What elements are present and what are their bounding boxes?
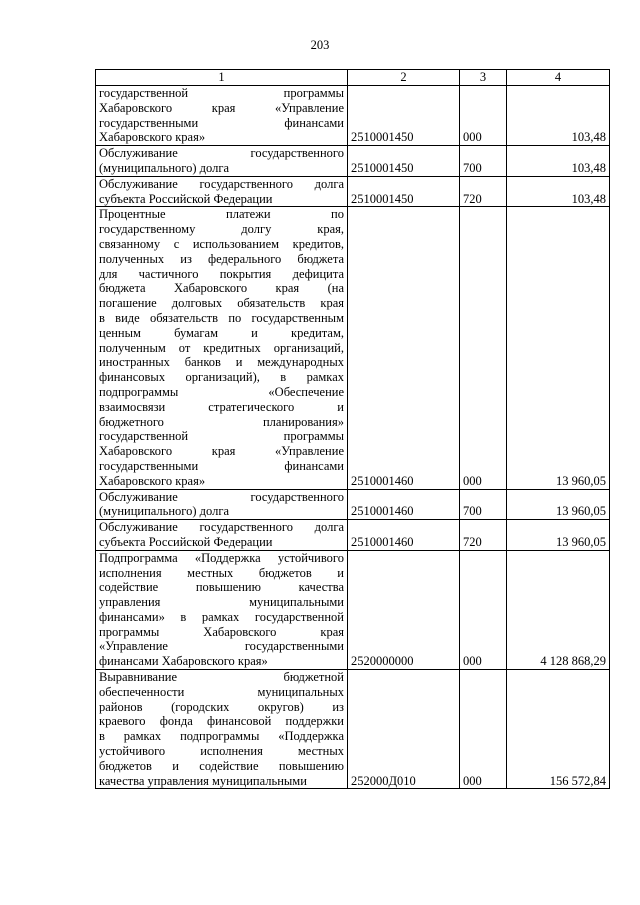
row-name-cell [96,86,348,146]
row-name-line: для частичного покрытия дефицита [99,266,344,281]
row-name-line: устойчивого исполнения местных [99,744,344,759]
row-name-line: субъекта Российской Федерации [99,534,273,549]
row-name-line: подпрограммы «Обеспечение [99,384,344,399]
row-name-line: Процентные платежи по [99,207,344,222]
row-name-cell [96,550,348,669]
header-row [96,70,610,86]
column-header-name: 1 [96,70,348,86]
row-name-line: государственными финансами [99,115,344,130]
row-name-line: иностранных банков и международных [99,355,344,370]
row-name-line: взаимосвязи стратегического и [99,399,344,414]
row-type-cell: 000 [460,550,507,669]
table-row [96,207,610,489]
row-amount-cell: 13 960,05 [507,207,610,489]
column-header-code: 2 [348,70,460,86]
row-amount-cell: 103,48 [507,146,610,177]
row-name-line: содействие повышению качества [99,580,344,595]
column-header-amount: 4 [507,70,610,86]
row-name-line: государственному долгу края, [99,222,344,237]
row-name-line: районов (городских округов) из [99,699,344,714]
row-code-cell: 2510001460 [348,520,460,551]
row-name-line: Обслуживание государственного [99,146,344,161]
row-amount-cell: 156 572,84 [507,670,610,789]
row-name-line: Хабаровского края» [99,130,206,145]
table-row [96,670,610,789]
page-number: 203 [310,38,330,52]
row-amount-cell: 13 960,05 [507,520,610,551]
row-type-cell: 720 [460,520,507,551]
row-name-line: «Управление государственными [99,639,344,654]
row-type-cell: 720 [460,176,507,207]
row-name-line: финансовых организаций), в рамках [99,370,344,385]
row-type-cell: 700 [460,489,507,520]
row-name-line: финансами Хабаровского края» [99,654,268,669]
column-header-type: 3 [460,70,507,86]
row-code-cell: 2510001450 [348,146,460,177]
row-name-line: бюджета Хабаровского края (на [99,281,344,296]
row-amount-cell: 103,48 [507,86,610,146]
row-name-cell [96,207,348,489]
row-name-line: субъекта Российской Федерации [99,191,273,206]
row-code-cell: 2510001450 [348,86,460,146]
row-name-line: государственной программы [99,429,344,444]
row-code-cell: 252000Д010 [348,670,460,789]
row-name-line: связанному с использованием кредитов, [99,236,344,251]
row-name-line: Обслуживание государственного долга [99,520,344,535]
row-amount-cell: 4 128 868,29 [507,550,610,669]
row-name-line: Подпрограмма «Поддержка устойчивого [99,550,344,565]
row-name-cell [96,146,348,177]
row-name-line: погашение долговых обязательств края [99,296,344,311]
table-row [96,146,610,177]
row-name-line: Обслуживание государственного [99,489,344,504]
row-type-cell: 000 [460,207,507,489]
row-name-line: в рамках подпрограммы «Поддержка [99,729,344,744]
row-name-line: полученных из федерального бюджета [99,251,344,266]
table-row [96,86,610,146]
row-name-line: (муниципального) долга [99,160,230,175]
table-row [96,489,610,520]
row-name-line: государственной программы [99,86,344,100]
row-name-line: Обслуживание государственного долга [99,176,344,191]
row-name-line: бюджетного планирования» [99,414,344,429]
row-name-line: обеспеченности муниципальных [99,684,344,699]
row-name-cell [96,670,348,789]
row-name-cell [96,489,348,520]
row-name-line: Хабаровского края» [99,473,206,488]
row-code-cell: 2510001460 [348,489,460,520]
row-amount-cell: 13 960,05 [507,489,610,520]
row-name-line: финансами» в рамках государственной [99,609,344,624]
row-name-line: Хабаровского края «Управление [99,444,344,459]
table-body [96,86,610,789]
row-name-line: управления муниципальными [99,595,344,610]
row-name-line: Хабаровского края «Управление [99,100,344,115]
row-name-line: Выравнивание бюджетной [99,670,344,685]
row-code-cell: 2520000000 [348,550,460,669]
row-name-line: в виде обязательств по государственным [99,310,344,325]
budget-table [95,69,610,789]
table-row [96,176,610,207]
row-name-line: полученным от кредитных организаций, [99,340,344,355]
row-amount-cell: 103,48 [507,176,610,207]
row-type-cell: 000 [460,86,507,146]
row-name-cell [96,176,348,207]
row-name-line: качества управления муниципальными [99,773,307,788]
row-code-cell: 2510001460 [348,207,460,489]
row-type-cell: 700 [460,146,507,177]
row-name-line: государственными финансами [99,458,344,473]
row-name-cell [96,520,348,551]
row-name-line: (муниципального) долга [99,504,230,519]
row-name-line: бюджетов и содействие повышению [99,758,344,773]
row-name-line: ценным бумагам и кредитам, [99,325,344,340]
table-row [96,520,610,551]
table-header [96,70,610,86]
row-name-line: краевого фонда финансовой поддержки [99,714,344,729]
row-name-line: программы Хабаровского края [99,624,344,639]
row-type-cell: 000 [460,670,507,789]
row-code-cell: 2510001450 [348,176,460,207]
table-row [96,550,610,669]
row-name-line: исполнения местных бюджетов и [99,565,344,580]
